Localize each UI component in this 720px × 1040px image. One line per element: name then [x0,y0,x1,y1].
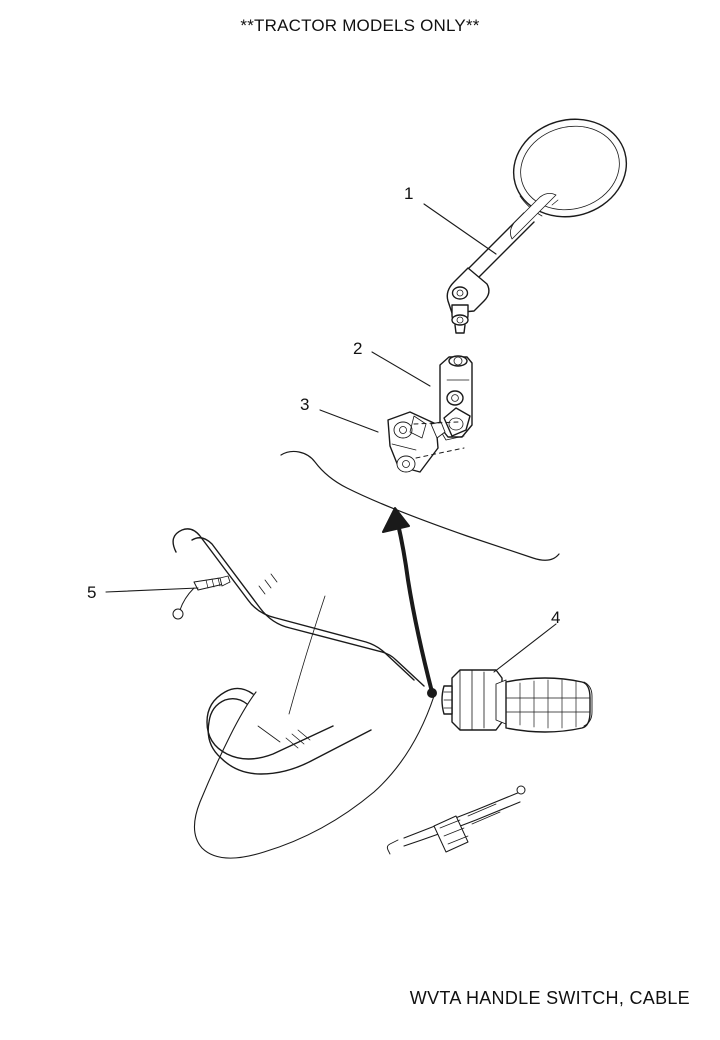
part-throttle-grip [506,678,592,732]
page-title: **TRACTOR MODELS ONLY** [240,16,480,35]
part-clamp-holder [388,412,445,472]
leader-line-5 [106,588,198,592]
callout-number-3: 3 [300,395,310,414]
callout-number-5: 5 [87,583,97,602]
assembly-arrow [383,508,437,698]
part-handlebar [173,529,424,774]
callout-number-2: 2 [353,339,363,358]
callout-number-1: 1 [404,184,414,203]
leader-line-2 [372,352,430,386]
leader-line-1 [424,204,496,254]
leader-line-3 [320,410,378,432]
diagram-caption: WVTA HANDLE SWITCH, CABLE [409,988,690,1008]
part-handle-switch [442,670,506,730]
callout-leader-lines [106,204,556,672]
part-mirror-mount-bracket [440,356,472,440]
callout-number-4: 4 [551,608,561,627]
part-cable-end-screw [173,576,230,619]
leader-line-4 [494,624,556,672]
part-mirror-head [502,106,638,230]
